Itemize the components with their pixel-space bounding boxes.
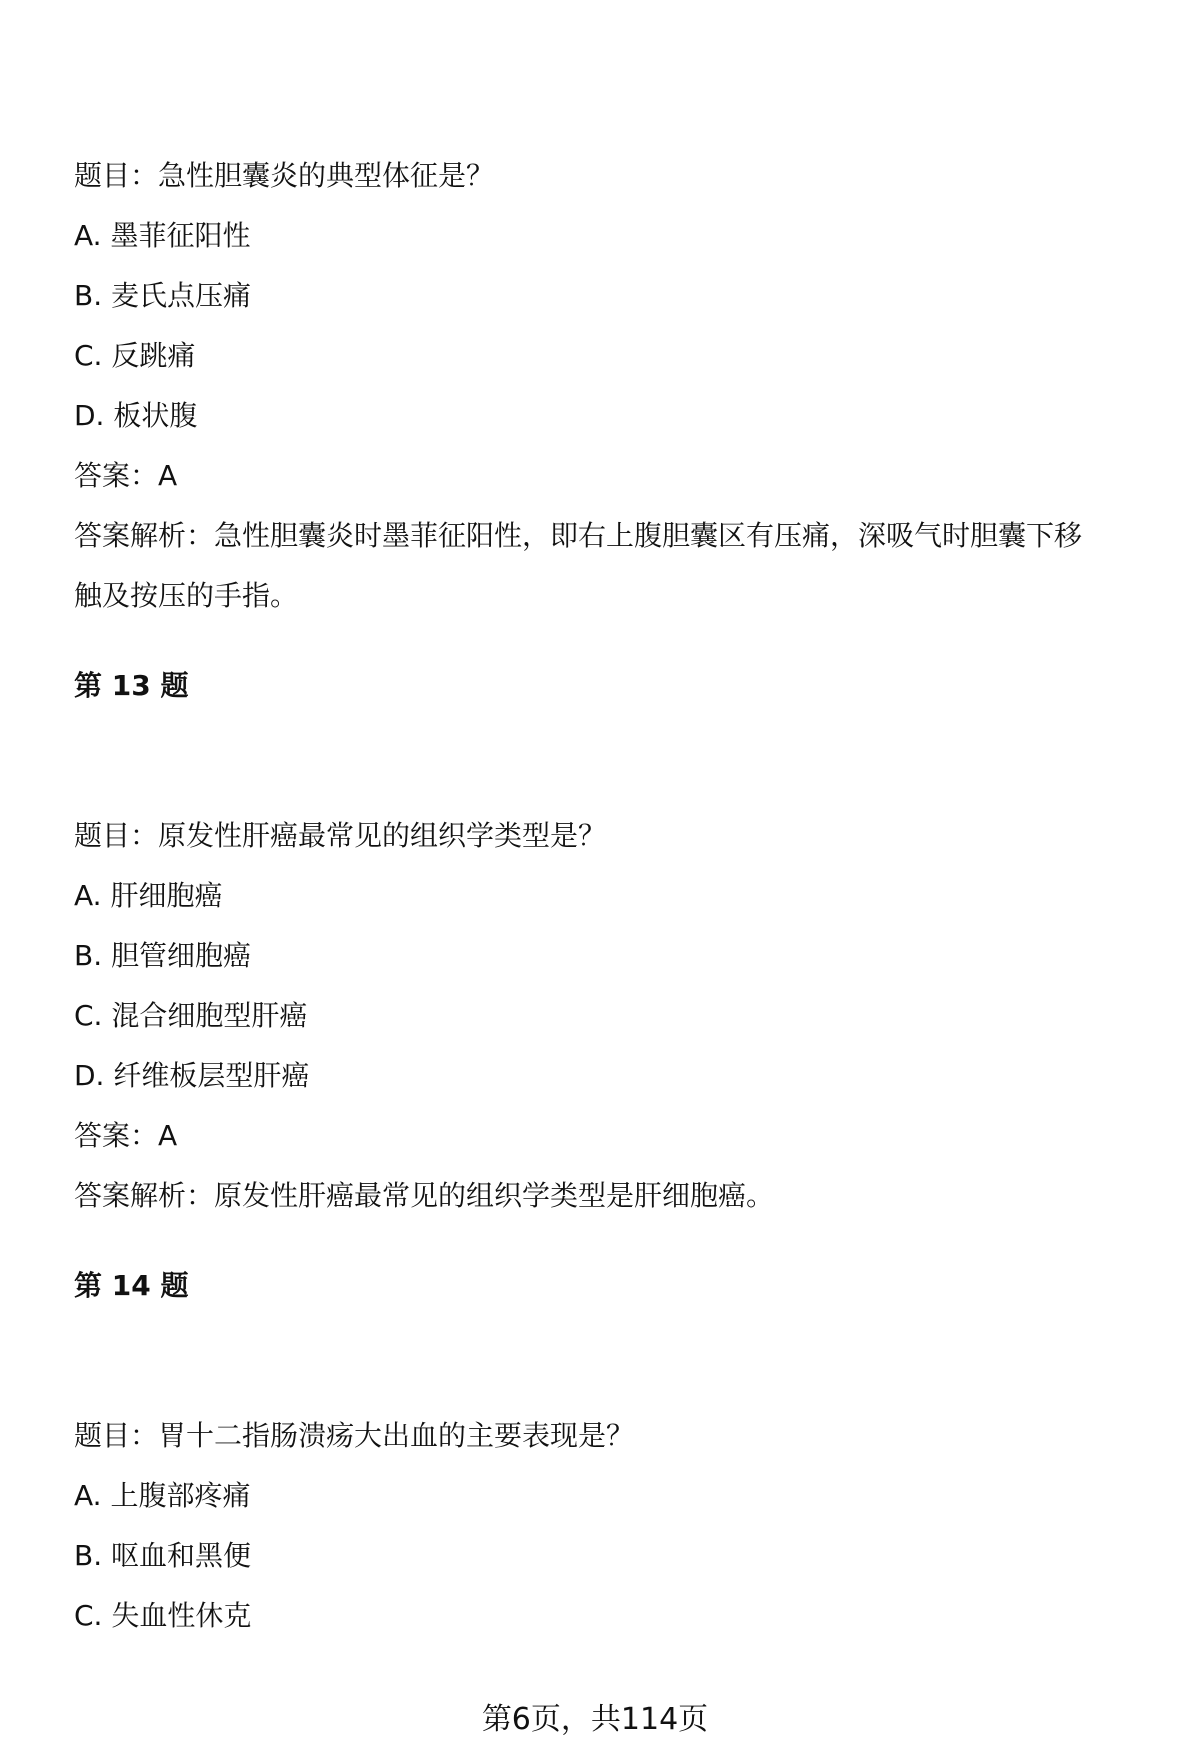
question-text: 题目：原发性肝癌最常见的组织学类型是？ (74, 819, 607, 852)
option-c: C. 反跳痛 (74, 339, 196, 372)
question-heading: 第 14 题 (74, 1269, 189, 1302)
question-text: 题目：胃十二指肠溃疡大出血的主要表现是？ (74, 1419, 635, 1452)
option-a: A. 肝细胞癌 (74, 879, 223, 912)
option-a: A. 墨菲征阳性 (74, 219, 251, 252)
option-d: D. 板状腹 (74, 399, 198, 432)
option-b: B. 麦氏点压痛 (74, 279, 252, 312)
answer: 答案：A (74, 459, 178, 492)
option-c: C. 混合细胞型肝癌 (74, 999, 308, 1032)
option-b: B. 胆管细胞癌 (74, 939, 252, 972)
explanation-line-2: 触及按压的手指。 (74, 579, 299, 612)
question-text: 题目：急性胆囊炎的典型体征是？ (74, 159, 495, 192)
option-d: D. 纤维板层型肝癌 (74, 1059, 310, 1092)
explanation-line-1: 答案解析：急性胆囊炎时墨菲征阳性，即右上腹胆囊区有压痛，深吸气时胆囊下移 (74, 519, 1083, 552)
option-a: A. 上腹部疼痛 (74, 1479, 251, 1512)
option-b: B. 呕血和黑便 (74, 1539, 252, 1572)
explanation: 答案解析：原发性肝癌最常见的组织学类型是肝细胞癌。 (74, 1179, 775, 1212)
option-c: C. 失血性休克 (74, 1599, 252, 1632)
page-number: 第6页，共114页 (481, 1702, 709, 1737)
answer: 答案：A (74, 1119, 178, 1152)
question-heading: 第 13 题 (74, 669, 189, 702)
